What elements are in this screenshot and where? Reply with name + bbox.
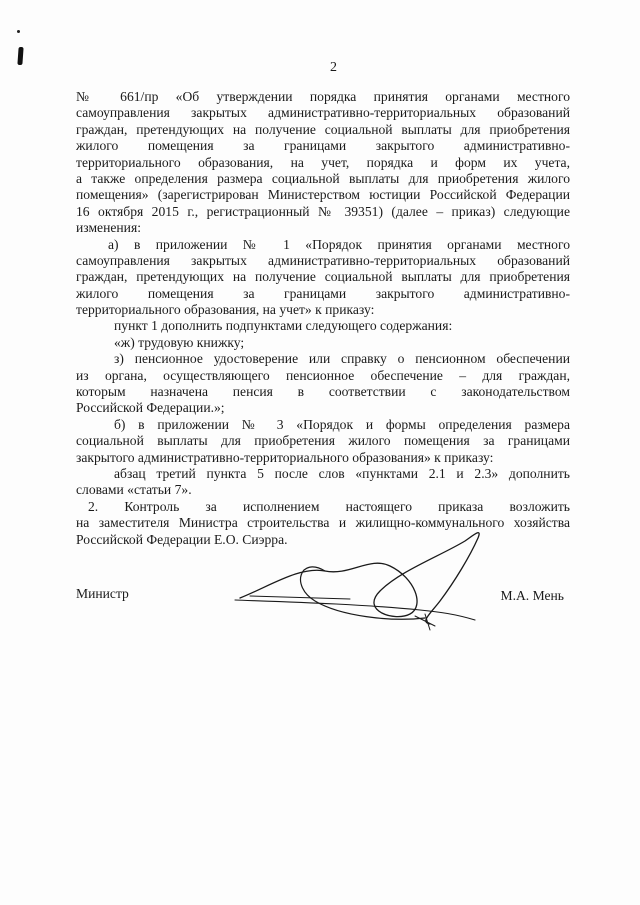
- page-number: 2: [330, 60, 337, 75]
- text-line: из органа, осуществляющего пенсионное обеспечение – для граждан,: [76, 367, 570, 383]
- text-line: граждан, претендующих на получение социальной выплаты для приобретения: [76, 121, 570, 137]
- text-line: абзац третий пункта 5 после слов «пунктами 2.1 и 2.3» дополнить: [114, 465, 570, 481]
- text-line: пункт 1 дополнить подпунктами следующего содержания:: [114, 318, 453, 334]
- text-line: помещения» (зарегистрирован Министерством юстиции Российской Федерации: [76, 187, 570, 203]
- text-line: изменения:: [76, 220, 141, 236]
- text-line: б) в приложении № 3 «Порядок и формы определения размера: [114, 416, 570, 432]
- text-line: Российской Федерации Е.О. Сиэрра.: [76, 531, 288, 547]
- handwritten-signature: [230, 526, 490, 636]
- text-line: «ж) трудовую книжку;: [114, 334, 245, 350]
- text-line: 16 октября 2015 г., регистрационный № 39351) (далее – приказ) следующие: [76, 203, 570, 219]
- signatory-name: М.А. Мень: [500, 588, 564, 603]
- scan-mark: [17, 30, 20, 33]
- text-line: словами «статьи 7».: [76, 482, 192, 498]
- text-line: самоуправления закрытых административно-территориальных образований: [76, 252, 570, 268]
- text-line: территориального образования, на учет, порядка и форм их учета,: [76, 154, 570, 170]
- text-line: а также определения размера социальной выплаты для приобретения жилого: [76, 170, 570, 186]
- text-line: Российской Федерации.»;: [76, 400, 225, 416]
- text-line: граждан, претендующих на получение социальной выплаты для приобретения: [76, 269, 570, 285]
- text-line: жилого помещения за границами закрытого административно-: [76, 138, 570, 154]
- text-line: № 661/пр «Об утверждении порядка принятия органами местного: [76, 89, 570, 104]
- text-line: а) в приложении № 1 «Порядок принятия органами местного: [108, 236, 570, 252]
- text-line: самоуправления закрытых административно-территориальных образований: [76, 105, 570, 121]
- text-line: социальной выплаты для приобретения жилого помещения за границами: [76, 433, 570, 449]
- text-line: которым назначена пенсия в соответствии с законодательством: [76, 384, 570, 400]
- text-line: закрытого административно-территориального образования» к приказу:: [76, 449, 494, 465]
- punch-hole-mark: [17, 47, 23, 65]
- text-line: з) пенсионное удостоверение или справку о пенсионном обеспечении: [114, 351, 570, 367]
- text-line: на заместителя Министра строительства и жилищно-коммунального хозяйства: [76, 515, 570, 531]
- text-line: жилого помещения за границами закрытого административно-: [76, 285, 570, 301]
- text-line: территориального образования, на учет» к приказу:: [76, 302, 375, 318]
- signatory-title: Министр: [76, 586, 129, 601]
- document-body: [76, 89, 570, 548]
- text-line: 2. Контроль за исполнением настоящего приказа возложить: [88, 498, 570, 514]
